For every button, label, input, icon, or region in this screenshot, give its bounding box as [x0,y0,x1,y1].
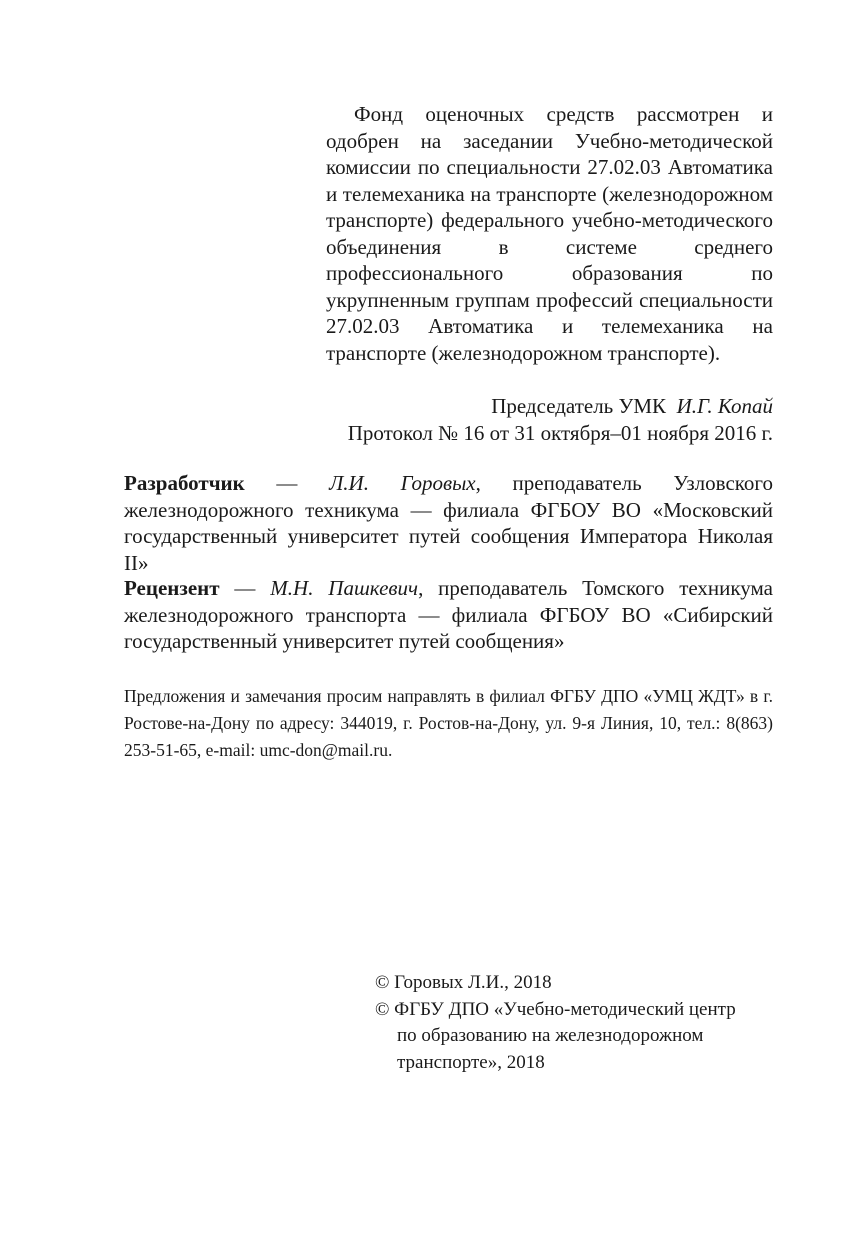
reviewer-description: , преподаватель Томского техникума железнодорожного транспорта — филиала ФГБОУ ВО «Сибирский государственный университет путей сообщения» [124,576,773,653]
developer-paragraph [124,470,773,576]
developer-dash: — [244,471,330,495]
reviewer-dash: — [219,576,271,600]
developer-role: Разработчик [124,471,245,495]
notes-paragraph: Предложения и замечания просим направлять в филиал ФГБУ ДПО «УМЦ ЖДТ» в г. Ростове-на-Дону по адресу: 344019, г. Ростов-на-Дону, ул. 9-я Линия, 10, тел.: 8(863) 253-51-65, e-mail: umc-don@mail.ru. [124,686,773,760]
reviewer-role: Рецензент [124,576,220,600]
chairman-label: Председатель УМК [491,394,667,418]
approval-paragraph: Фонд оценочных средств рассмотрен и одобрен на заседании Учебно-методической комиссии по специальности 27.02.03 Автоматика и телемеханика на транспорте (железнодорожном транспорте) федерального учебно-методического объединения в системе среднего профессионального образования по укрупненным группам профессий специальности 27.02.03 Автоматика и телемеханика на транспорте (железнодорожном транспорте). [326,102,773,365]
reviewer-name: М.Н. Пашкевич [270,576,419,600]
developer-name: Л.И. Горовых [329,471,476,495]
developer-description: , преподаватель Узловского железнодорожного техникума — филиала ФГБОУ ВО «Московский государственный университет путей сообщения Императора Николая II» [124,471,773,575]
copyright-organization: © ФГБУ ДПО «Учебно-методический центр [375,998,736,1020]
chairman-line [491,393,773,419]
copyright-organization-cont2: транспорте», 2018 [397,1051,545,1073]
reviewer-paragraph [124,575,773,655]
chairman-name: И.Г. Копай [676,394,773,418]
protocol-line: Протокол № 16 от 31 октября–01 ноября 2016 г. [347,421,773,445]
copyright-author: © Горовых Л.И., 2018 [375,972,552,993]
copyright-block [375,970,775,1076]
copyright-organization-cont1: по образованию на железнодорожном [397,1025,704,1046]
